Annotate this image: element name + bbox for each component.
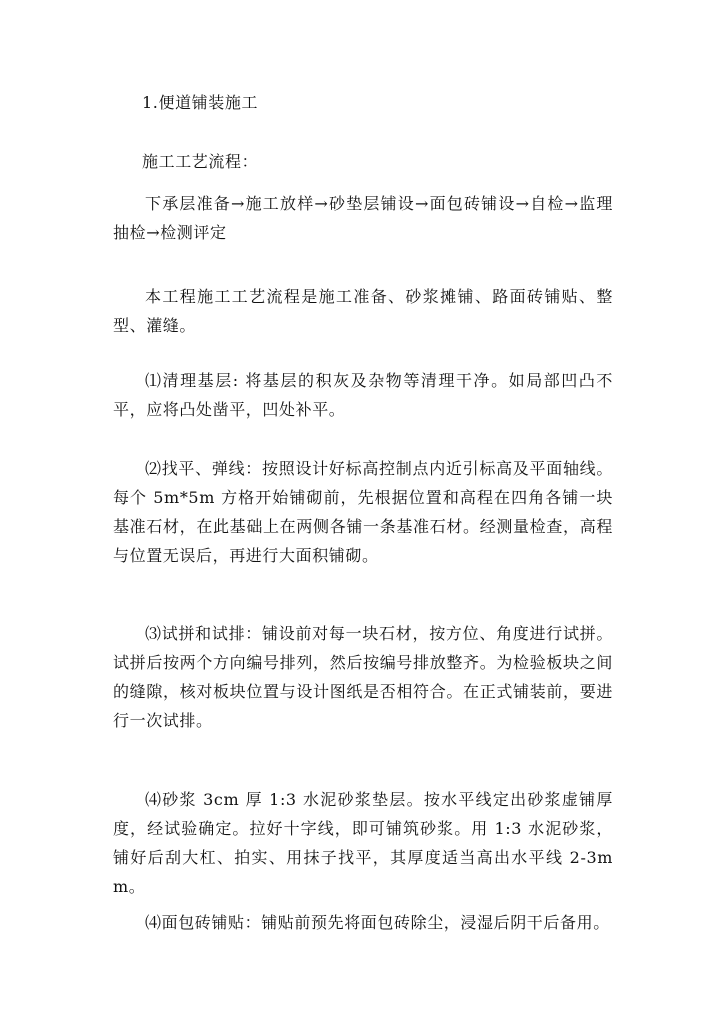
process-label: 施工工艺流程： [142, 152, 259, 171]
process-flow-paragraph: 下承层准备→施工放样→砂垫层铺设→面包砖铺设→自检→监理抽检→检测评定 [113, 194, 613, 242]
step-5-paragraph: ⑷面包砖铺贴：铺贴前预先将面包砖除尘，浸湿后阴干后备用。 [145, 913, 610, 932]
process-summary-paragraph: 本工程施工工艺流程是施工准备、砂浆摊铺、路面砖铺贴、整型、灌缝。 [113, 287, 613, 335]
step-2-paragraph: ⑵找平、弹线：按照设计好标高控制点内近引标高及平面轴线。每个 5m*5m 方格开始铺砌前，先根据位置和高程在四角各铺一块基准石材，在此基础上在两侧各铺一条基准石材。经测量检查，高程与位置无误后，再进行大面积铺砌。 [113, 459, 613, 565]
step-1-paragraph: ⑴清理基层: 将基层的积灰及杂物等清理干净。如局部凹凸不平，应将凸处凿平，凹处补平。 [113, 371, 613, 419]
step-4-paragraph: ⑷砂浆 3cm 厚 1:3 水泥砂浆垫层。按水平线定出砂浆虚铺厚度，经试验确定。拉好十字线，即可铺筑砂浆。用 1:3 水泥砂浆，铺好后刮大杠、拍实、用抹子找平，其厚度适当高出水平线 2-3mm。 [113, 790, 613, 896]
section-heading: 1.便道铺装施工 [142, 93, 259, 112]
step-3-paragraph: ⑶试拼和试排：铺设前对每一块石材，按方位、角度进行试拼。试拼后按两个方向编号排列，然后按编号排放整齐。为检验板块之间的缝隙，核对板块位置与设计图纸是否相符合。在正式铺装前，要进行一次试排。 [113, 624, 613, 730]
